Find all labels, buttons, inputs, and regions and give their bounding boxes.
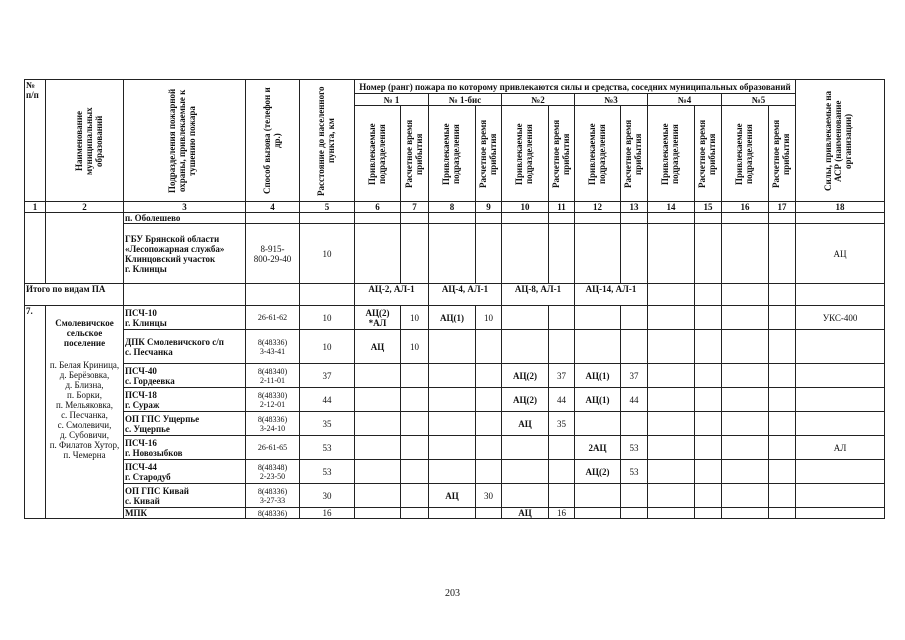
- empty-cell: [648, 388, 695, 412]
- unit-distance: 37: [300, 364, 355, 388]
- rank-1bis-time: [476, 388, 502, 412]
- table-row: [25, 484, 885, 508]
- rank-2-time: [549, 460, 575, 484]
- rank-2-time: 37: [549, 364, 575, 388]
- rank-3-time: [621, 484, 648, 508]
- municipality-settlements: п. Белая Криница, д. Берёзовка, д. Близна, п. Борки, п. Мельяковка, с. Песчанка, с. Смолевичи, д. Субовичи, п. Филатов Хутор, п. Чемерна: [49, 360, 120, 460]
- col-number: 2: [46, 202, 124, 213]
- asr-value: [796, 460, 885, 484]
- col-number-header: № п/п: [25, 80, 46, 202]
- unit-name: ПСЧ-16 г. Новозыбков: [124, 436, 246, 460]
- unit-distance: 10: [300, 224, 355, 284]
- col-number: 18: [796, 202, 885, 213]
- col-number: 5: [300, 202, 355, 213]
- rank-2-time: 35: [549, 412, 575, 436]
- unit-name: МПК: [124, 508, 246, 519]
- col-number: 1: [25, 202, 46, 213]
- col-number: 12: [575, 202, 621, 213]
- col-distance-header: Расстояние до населенного пункта, км: [300, 80, 355, 202]
- asr-value: УКС-400: [796, 306, 885, 330]
- rank-5-header: №5: [722, 94, 796, 106]
- unit-distance: 44: [300, 388, 355, 412]
- empty-cell: [722, 460, 769, 484]
- cont-settlement: п. Оболешево: [124, 213, 246, 224]
- empty-cell: [722, 364, 769, 388]
- rank-4-time-header: Расчетное время прибытия: [695, 106, 722, 202]
- empty-cell: [769, 436, 796, 460]
- rank-3-time: [621, 412, 648, 436]
- rank-3-time: 53: [621, 460, 648, 484]
- rank-3-time: [621, 330, 648, 364]
- rank-3-time-header: Расчетное время прибытия: [621, 106, 648, 202]
- rank-1bis-units: [429, 460, 476, 484]
- rank-3-header: №3: [575, 94, 648, 106]
- empty-cell: [695, 306, 722, 330]
- empty-cell: [695, 364, 722, 388]
- rank-1-time: 10: [401, 306, 429, 330]
- asr-value: [796, 364, 885, 388]
- rank-2-units: [502, 484, 549, 508]
- totals-row: [25, 284, 885, 306]
- page-number: 203: [445, 588, 460, 599]
- rank-1bis-time: 30: [476, 484, 502, 508]
- empty-cell: [722, 306, 769, 330]
- asr-value: [796, 388, 885, 412]
- rank-2-units: [502, 436, 549, 460]
- empty-cell: [769, 484, 796, 508]
- empty-cell: [722, 412, 769, 436]
- unit-distance: 10: [300, 306, 355, 330]
- empty-cell: [722, 388, 769, 412]
- asr-value: АЦ: [796, 224, 885, 284]
- unit-name: ПСЧ-18 г. Сураж: [124, 388, 246, 412]
- rank-2-units: АЦ(2): [502, 364, 549, 388]
- col-municipality-header: Наименование муниципальных образований: [46, 80, 124, 202]
- empty-cell: [769, 364, 796, 388]
- rank-3-units: АЦ(2): [575, 460, 621, 484]
- rank-1bis-units: АЦ(1): [429, 306, 476, 330]
- unit-phone: 8(48330) 2-12-01: [246, 388, 300, 412]
- empty-cell: [695, 412, 722, 436]
- totals-rank-3: АЦ-14, АЛ-1: [575, 284, 648, 306]
- rank-1bis-units: [429, 436, 476, 460]
- rank-1bis-units: [429, 364, 476, 388]
- rank-1bis-header: № 1-бис: [429, 94, 502, 106]
- rank-3-units: [575, 330, 621, 364]
- empty-cell: [722, 436, 769, 460]
- rank-5-units-header: Привлекаемые подразделения: [722, 106, 769, 202]
- asr-value: [796, 330, 885, 364]
- col-number: 13: [621, 202, 648, 213]
- municipality-name: Смолевичское сельское поселение: [55, 318, 114, 348]
- asr-value: [796, 412, 885, 436]
- col-number: 6: [355, 202, 401, 213]
- unit-phone: 26-61-62: [246, 306, 300, 330]
- unit-distance: 30: [300, 484, 355, 508]
- rank-3-units: [575, 412, 621, 436]
- empty-cell: [695, 388, 722, 412]
- rank-2-time: [549, 436, 575, 460]
- col-number: 10: [502, 202, 549, 213]
- empty-cell: [648, 484, 695, 508]
- column-numbers-row: [25, 202, 885, 213]
- rank-3-units: АЦ(1): [575, 364, 621, 388]
- unit-distance: 35: [300, 412, 355, 436]
- table-row: [25, 436, 885, 460]
- unit-name: ПСЧ-10 г. Клинцы: [124, 306, 246, 330]
- empty-cell: [648, 364, 695, 388]
- unit-phone: 8(48336) 3-27-33: [246, 484, 300, 508]
- empty-cell: [722, 484, 769, 508]
- rank-1bis-units: [429, 508, 476, 519]
- col-number: 8: [429, 202, 476, 213]
- unit-name: ПСЧ-40 с. Гордеевка: [124, 364, 246, 388]
- rank-1bis-units-header: Привлекаемые подразделения: [429, 106, 476, 202]
- unit-phone: 8(48340) 2-11-01: [246, 364, 300, 388]
- empty-cell: [769, 330, 796, 364]
- col-number: 16: [722, 202, 769, 213]
- rank-1-time: [401, 364, 429, 388]
- rank-2-time: [549, 306, 575, 330]
- empty-cell: [648, 460, 695, 484]
- rank-1bis-time-header: Расчетное время прибытия: [476, 106, 502, 202]
- empty-cell: [648, 412, 695, 436]
- empty-cell: [695, 460, 722, 484]
- empty-cell: [648, 330, 695, 364]
- rank-1-units: АЦ: [355, 330, 401, 364]
- rank-1-time: [401, 484, 429, 508]
- unit-phone: 8-915- 800-29-40: [246, 224, 300, 284]
- rank-1-units: [355, 484, 401, 508]
- rank-1-time: [401, 436, 429, 460]
- rank-1-time: [401, 508, 429, 519]
- col-number: 7: [401, 202, 429, 213]
- rank-1-units: [355, 388, 401, 412]
- rank-3-units: [575, 306, 621, 330]
- empty-cell: [695, 508, 722, 519]
- rank-2-time: [549, 484, 575, 508]
- asr-value: АЛ: [796, 436, 885, 460]
- empty-cell: [769, 460, 796, 484]
- unit-phone: 8(48348) 2-23-50: [246, 460, 300, 484]
- col-number: 9: [476, 202, 502, 213]
- rank-2-header: №2: [502, 94, 575, 106]
- rank-2-units: АЦ: [502, 412, 549, 436]
- rank-1-time: 10: [401, 330, 429, 364]
- unit-distance: 10: [300, 330, 355, 364]
- unit-name: ОП ГПС Ущерпье с. Ущерпье: [124, 412, 246, 436]
- block-7-body: [25, 306, 885, 519]
- unit-phone: 8(48336) 3-24-10: [246, 412, 300, 436]
- unit-phone: 26-61-65: [246, 436, 300, 460]
- table-row: [25, 388, 885, 412]
- empty-cell: [648, 306, 695, 330]
- col-asr-header: Силы, привлекаемые на АСР (наименование организации): [796, 80, 885, 202]
- rank-3-units: [575, 508, 621, 519]
- fire-resources-table: [24, 79, 885, 519]
- rank-1-units: [355, 436, 401, 460]
- rank-1-time: [401, 412, 429, 436]
- rank-3-units: [575, 484, 621, 508]
- rank-1bis-time: [476, 508, 502, 519]
- rank-2-units: [502, 460, 549, 484]
- empty-cell: [648, 436, 695, 460]
- empty-cell: [695, 330, 722, 364]
- rank-1bis-units: [429, 330, 476, 364]
- rank-1-time-header: Расчетное время прибытия: [401, 106, 429, 202]
- unit-distance: 53: [300, 436, 355, 460]
- rank-2-units: АЦ: [502, 508, 549, 519]
- totals-rank-1bis: АЦ-4, АЛ-1: [429, 284, 502, 306]
- table-row: [25, 306, 885, 330]
- rank-1-time: [401, 460, 429, 484]
- empty-cell: [695, 436, 722, 460]
- asr-value: [796, 484, 885, 508]
- rank-1bis-time: [476, 412, 502, 436]
- table-row: [25, 508, 885, 519]
- rank-2-time-header: Расчетное время прибытия: [549, 106, 575, 202]
- col-number: 17: [769, 202, 796, 213]
- col-number: 14: [648, 202, 695, 213]
- empty-cell: [769, 388, 796, 412]
- municipality-number: 7.: [25, 306, 46, 519]
- table-row: [25, 412, 885, 436]
- totals-rank-2: АЦ-8, АЛ-1: [502, 284, 575, 306]
- rank-4-header: №4: [648, 94, 722, 106]
- rank-1-units-header: Привлекаемые подразделения: [355, 106, 401, 202]
- unit-phone: 8(48336) 3-43-41: [246, 330, 300, 364]
- rank-1-units: [355, 364, 401, 388]
- rank-1bis-units: АЦ: [429, 484, 476, 508]
- rank-3-time: 37: [621, 364, 648, 388]
- rank-1-units: [355, 508, 401, 519]
- rank-2-time: 16: [549, 508, 575, 519]
- col-number: 3: [124, 202, 246, 213]
- table-row: [25, 224, 885, 284]
- rank-1-time: [401, 388, 429, 412]
- rank-1bis-units: [429, 388, 476, 412]
- rank-3-time: [621, 306, 648, 330]
- col-number: 11: [549, 202, 575, 213]
- col-call-header: Способ вызова (телефон и др.): [246, 80, 300, 202]
- rank-3-time: 44: [621, 388, 648, 412]
- empty-cell: [648, 508, 695, 519]
- totals-label: Итого по видам ПА: [25, 284, 124, 306]
- rank-group-header: Номер (ранг) пожара по которому привлекаются силы и средства, соседних муниципальных образований: [355, 80, 796, 94]
- empty-cell: [769, 508, 796, 519]
- unit-name: ОП ГПС Кивай с. Кивай: [124, 484, 246, 508]
- unit-distance: 53: [300, 460, 355, 484]
- rank-1bis-units: [429, 412, 476, 436]
- rank-1bis-time: [476, 364, 502, 388]
- empty-cell: [769, 306, 796, 330]
- table-row: [25, 364, 885, 388]
- rank-2-time: 44: [549, 388, 575, 412]
- unit-distance: 16: [300, 508, 355, 519]
- rank-2-time: [549, 330, 575, 364]
- unit-phone: 8(48336): [246, 508, 300, 519]
- rank-3-time: 53: [621, 436, 648, 460]
- unit-name: ГБУ Брянской области «Лесопожарная служба» Клинцовский участок г. Клинцы: [124, 224, 246, 284]
- rank-1-units: [355, 412, 401, 436]
- rank-2-units: АЦ(2): [502, 388, 549, 412]
- rank-1-units: [355, 460, 401, 484]
- empty-cell: [695, 484, 722, 508]
- rank-4-units-header: Привлекаемые подразделения: [648, 106, 695, 202]
- rank-1bis-time: [476, 436, 502, 460]
- rank-3-units-header: Привлекаемые подразделения: [575, 106, 621, 202]
- rank-3-units: АЦ(1): [575, 388, 621, 412]
- rank-3-time: [621, 508, 648, 519]
- totals-rank-1: АЦ-2, АЛ-1: [355, 284, 429, 306]
- col-number: 15: [695, 202, 722, 213]
- rank-3-units: 2АЦ: [575, 436, 621, 460]
- table-row: [25, 330, 885, 364]
- asr-value: [796, 508, 885, 519]
- rank-1bis-time: [476, 460, 502, 484]
- rank-2-units: [502, 330, 549, 364]
- empty-cell: [722, 330, 769, 364]
- unit-name: ПСЧ-44 г. Стародуб: [124, 460, 246, 484]
- municipality-cell: [46, 306, 124, 519]
- rank-1bis-time: [476, 330, 502, 364]
- rank-1-units: АЦ(2) *АЛ: [355, 306, 401, 330]
- rank-2-units-header: Привлекаемые подразделения: [502, 106, 549, 202]
- unit-name: ДПК Смолевичского с/п с. Песчанка: [124, 330, 246, 364]
- empty-cell: [769, 412, 796, 436]
- rank-1-header: № 1: [355, 94, 429, 106]
- empty-cell: [722, 508, 769, 519]
- col-units-header: Подразделения пожарной охраны, привлекаемые к тушению пожара: [124, 80, 246, 202]
- rank-2-units: [502, 306, 549, 330]
- table-row: [25, 460, 885, 484]
- rank-5-time-header: Расчетное время прибытия: [769, 106, 796, 202]
- rank-1bis-time: 10: [476, 306, 502, 330]
- table-row: [25, 213, 885, 224]
- col-number: 4: [246, 202, 300, 213]
